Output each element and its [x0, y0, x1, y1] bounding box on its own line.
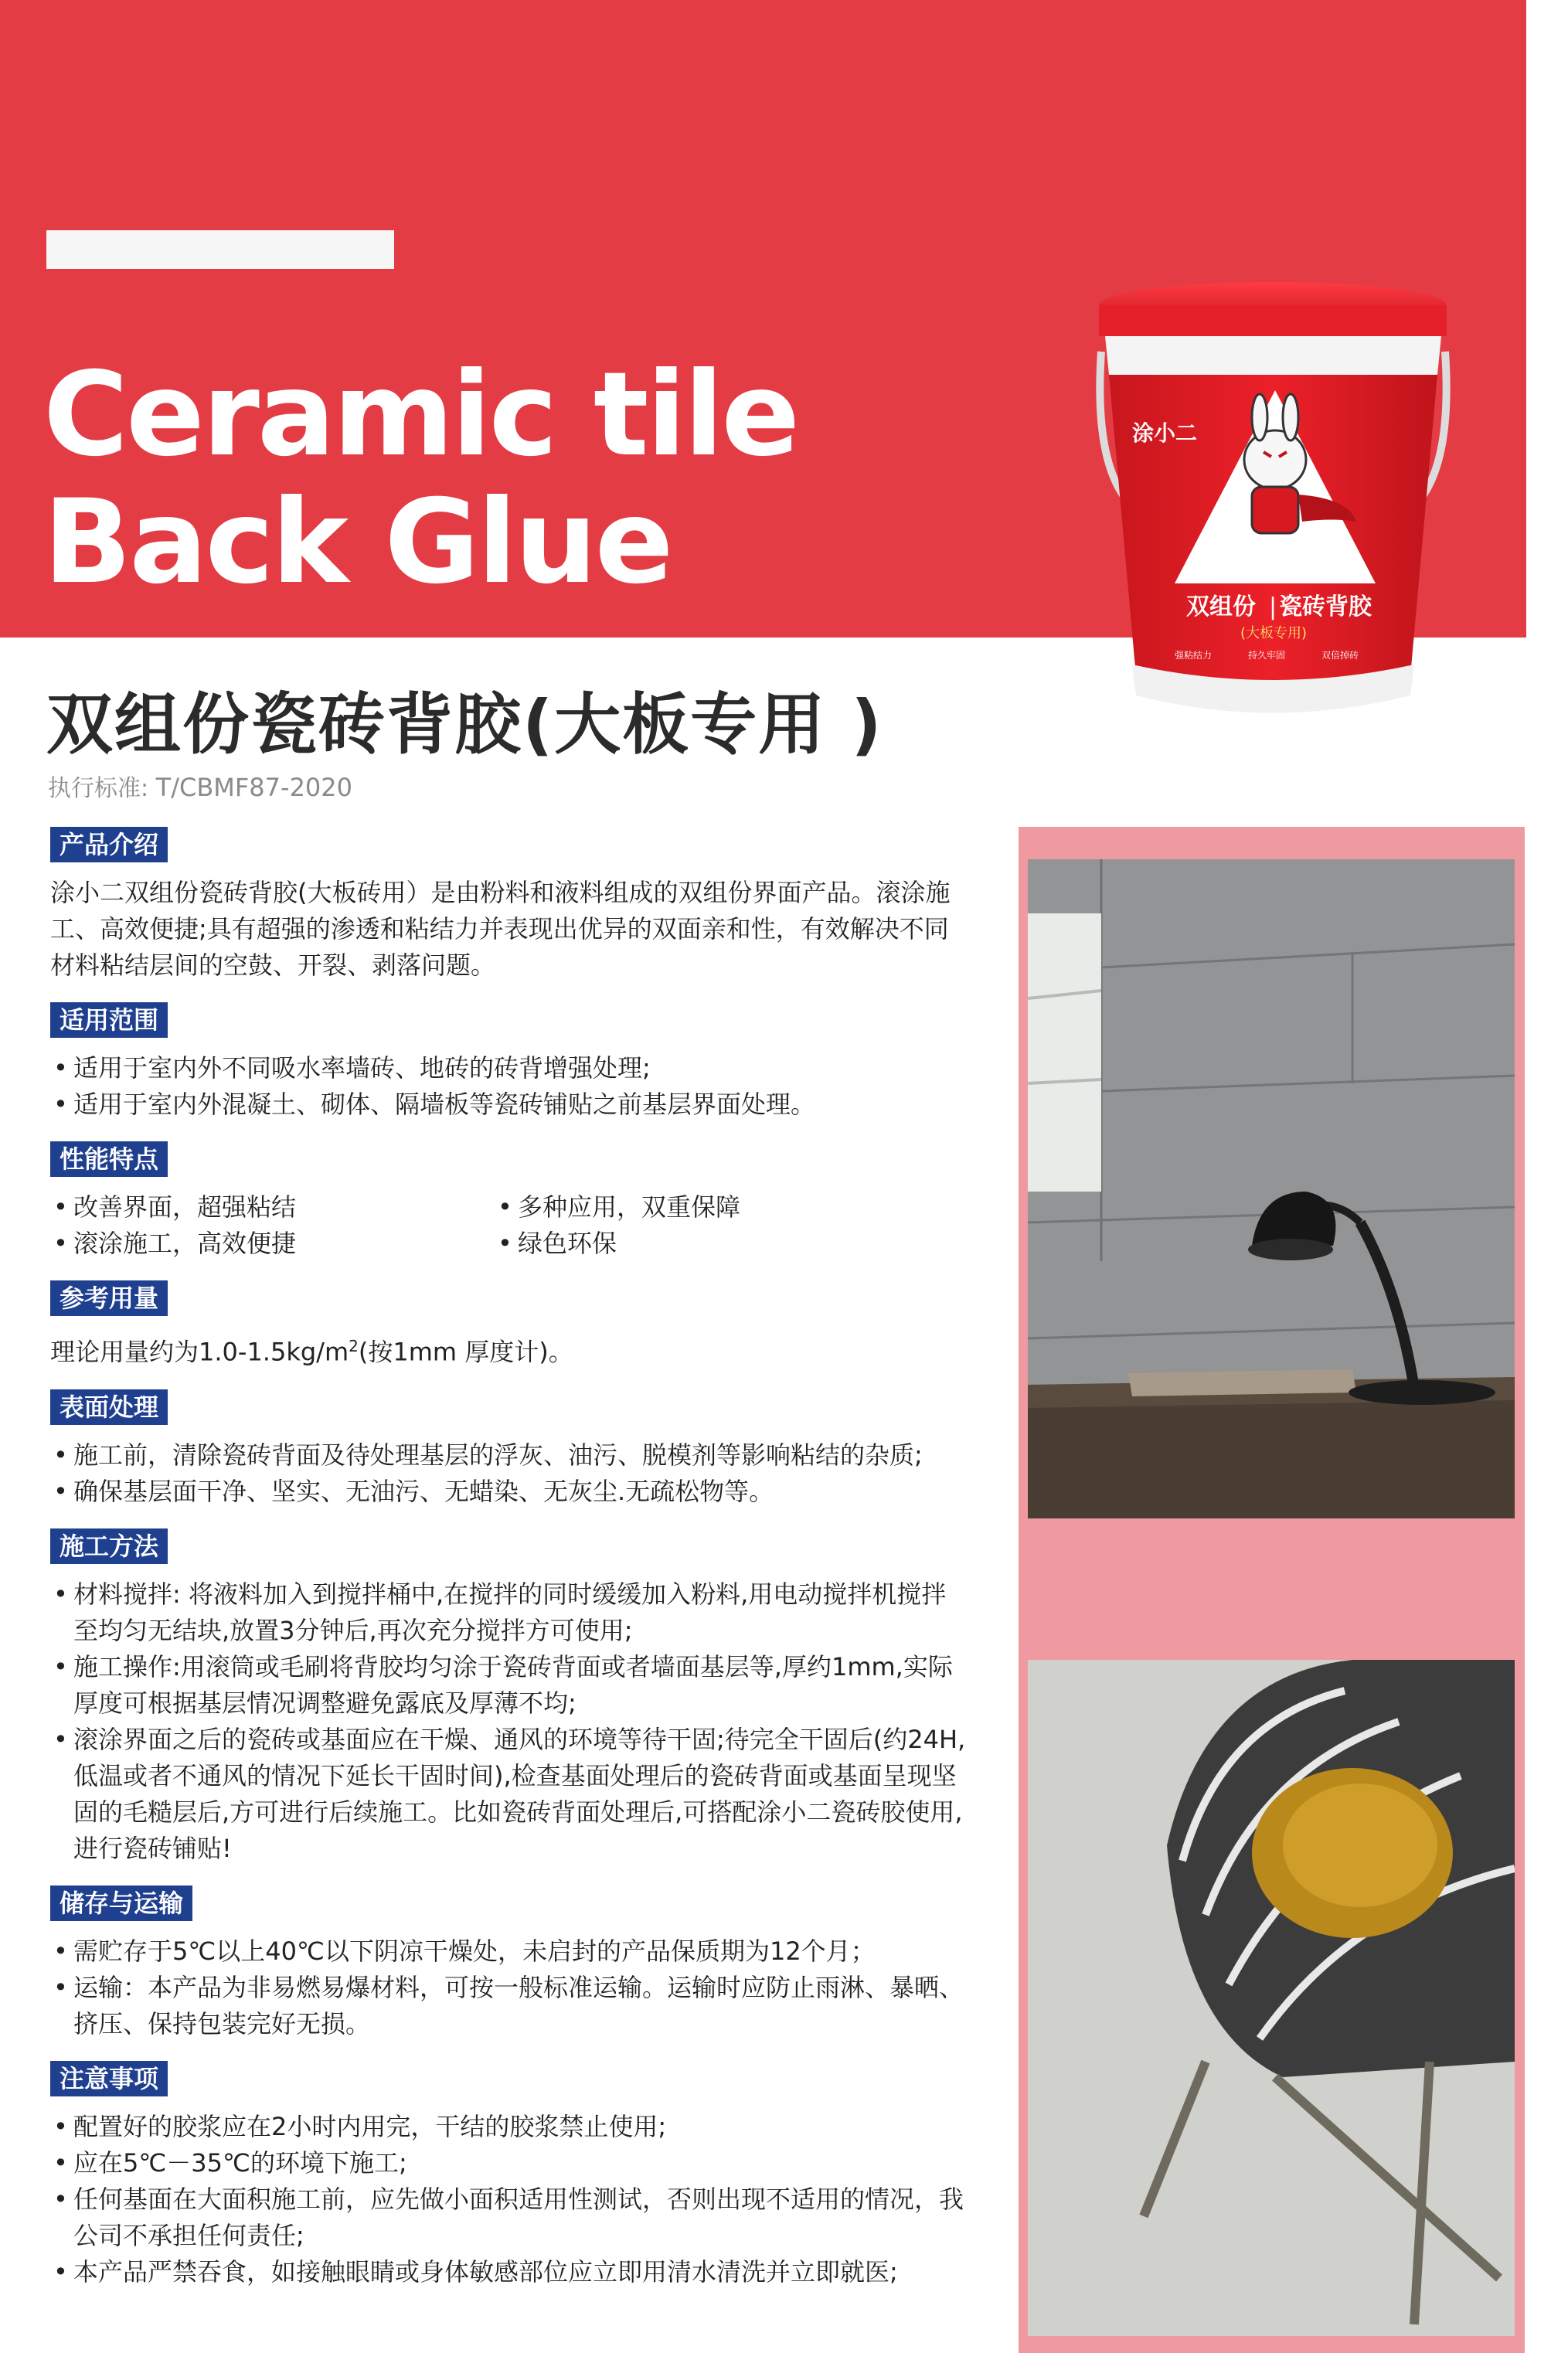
interior-lamp-photo	[1028, 859, 1515, 1518]
section-features	[50, 1141, 966, 1262]
bucket-brand-text: 涂小二	[1132, 420, 1198, 446]
list-item: • 适用于室内外混凝土、砌体、隔墙板等瓷砖铺贴之前基层界面处理。	[50, 1086, 966, 1123]
standard-value: T/CBMF87-2020	[155, 773, 352, 802]
interior-chair-photo	[1028, 1660, 1515, 2336]
content-column	[50, 827, 966, 2309]
list-item: • 任何基面在大面积施工前，应先做小面积适用性测试，否则出现不适用的情况，我公司不承担任何责任;	[50, 2181, 966, 2254]
section-heading: 性能特点	[50, 1141, 168, 1177]
section-usage	[50, 1280, 966, 1371]
list-item: • 改善界面，超强粘结	[50, 1189, 495, 1226]
list-item: • 适用于室内外不同吸水率墙砖、地砖的砖背增强处理;	[50, 1050, 966, 1086]
usage-text-main: 理论用量约为1.0-1.5kg/m	[50, 1337, 349, 1367]
bucket-label-line2: 瓷砖背胶	[1279, 593, 1372, 621]
list-item: • 本产品严禁吞食，如接触眼睛或身体敏感部位应立即用清水清洗并立即就医;	[50, 2254, 966, 2290]
section-storage	[50, 1885, 966, 2042]
list-item: • 施工操作:用滚筒或毛刷将背胶均匀涂于瓷砖背面或者墙面基层等,厚约1mm,实际厚度可根据基层情况调整避免露底及厚薄不均;	[50, 1649, 966, 1722]
section-heading: 产品介绍	[50, 827, 168, 862]
bucket-label-line1: 双组份	[1186, 593, 1256, 621]
bucket-icon-label-2: 持久牢固	[1248, 650, 1286, 661]
list-item: • 滚涂施工，高效便捷	[50, 1226, 495, 1262]
list-item: • 多种应用，双重保障	[495, 1189, 939, 1226]
list-item: • 滚涂界面之后的瓷砖或基面应在干燥、通风的环境等待干固;待完全干固后(约24H,低温或者不通风的情况下延长干固时间),检查基面处理后的瓷砖背面或基面呈现坚固的毛糙层后,方可进行后续施工。比如瓷砖背面处理后,可搭配涂小二瓷砖胶使用,进行瓷砖铺贴!	[50, 1722, 966, 1867]
list-item: • 配置好的胶浆应在2小时内用完，干结的胶浆禁止使用;	[50, 2109, 966, 2145]
list-item: • 材料搅拌: 将液料加入到搅拌桶中,在搅拌的同时缓缓加入粉料,用电动搅拌机搅拌至均匀无结块,放置3分钟后,再次充分搅拌方可使用;	[50, 1576, 966, 1649]
section-heading: 注意事项	[50, 2061, 168, 2096]
bucket-icon-label-3: 双倍掉砖	[1321, 650, 1359, 661]
usage-text-suffix: (按1mm 厚度计)。	[358, 1337, 573, 1367]
standard-label: 执行标准:	[48, 775, 149, 802]
section-method	[50, 1528, 966, 1867]
hero-accent-bar	[46, 230, 394, 269]
bucket-icon-label-1: 强粘结力	[1175, 650, 1213, 661]
list-item: • 应在5℃－35℃的环境下施工;	[50, 2145, 966, 2181]
list-item: • 施工前，清除瓷砖背面及待处理基层的浮灰、油污、脱模剂等影响粘结的杂质;	[50, 1437, 966, 1474]
list-item: • 需贮存于5℃以上40℃以下阴凉干燥处，未启封的产品保质期为12个月；	[50, 1933, 966, 1970]
intro-text: 涂小二双组份瓷砖背胶(大板砖用）是由粉料和液料组成的双组份界面产品。滚涂施工、高效便捷;具有超强的渗透和粘结力并表现出优异的双面亲和性，有效解决不同材料粘结层间的空鼓、开裂、剥落问题。	[50, 878, 951, 980]
standard-line	[48, 769, 352, 803]
hero-title-line1: Ceramic tile	[43, 348, 798, 482]
section-scope	[50, 1002, 966, 1123]
hero-title	[43, 348, 816, 610]
section-heading: 表面处理	[50, 1389, 168, 1425]
section-intro	[50, 827, 966, 984]
bucket-tag: (大板专用)	[1240, 625, 1308, 641]
product-bucket-image	[1086, 274, 1461, 730]
section-heading: 储存与运输	[50, 1885, 192, 1921]
section-notes	[50, 2061, 966, 2290]
svg-text:|: |	[1269, 593, 1277, 621]
section-heading: 适用范围	[50, 1002, 168, 1038]
usage-text	[50, 1328, 966, 1371]
list-item: • 运输：本产品为非易燃易爆材料，可按一般标准运输。运输时应防止雨淋、暴晒、挤压、保持包装完好无损。	[50, 1970, 966, 2042]
hero-title-line2: Back Glue	[43, 475, 672, 610]
section-heading: 参考用量	[50, 1280, 168, 1316]
product-title: 双组份瓷砖背胶(大板专用 )	[46, 686, 883, 763]
usage-superscript: 2	[349, 1337, 359, 1355]
list-item: • 确保基层面干净、坚实、无油污、无蜡染、无灰尘.无疏松物等。	[50, 1474, 966, 1510]
section-heading: 施工方法	[50, 1528, 168, 1564]
features-grid	[50, 1189, 966, 1262]
list-item: • 绿色环保	[495, 1226, 939, 1262]
section-surface	[50, 1389, 966, 1510]
